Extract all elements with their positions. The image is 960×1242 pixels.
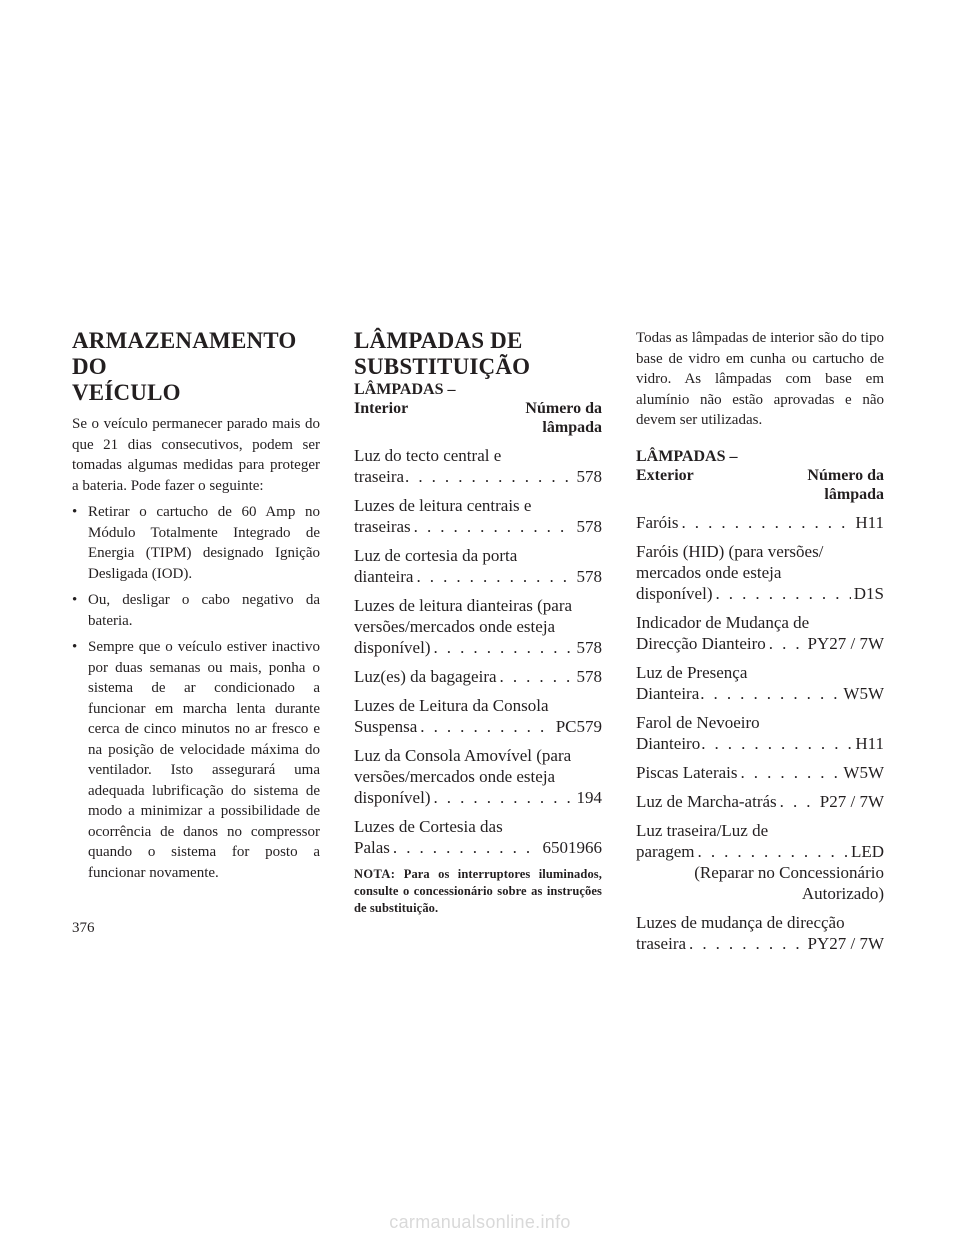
replacement-bulbs-section bbox=[354, 328, 602, 917]
table-row: Indicador de Mudança de Direcção Dianteiro . . . PY27 / 7W bbox=[636, 612, 884, 654]
dot-leader bbox=[414, 516, 574, 537]
dot-leader bbox=[716, 583, 851, 604]
dot-leader bbox=[500, 666, 574, 687]
table-row: Luzes de leitura dianteiras (para versões/mercados onde esteja disponível) . . . 578 bbox=[354, 595, 602, 658]
dot-leader bbox=[434, 637, 574, 658]
dot-leader bbox=[700, 683, 840, 704]
bullet-icon: • bbox=[72, 592, 78, 608]
table-row: Piscas Laterais . . . W5W bbox=[636, 762, 884, 783]
dot-leader bbox=[416, 566, 573, 587]
table-row: Farol de Nevoeiro Dianteiro . . . H11 bbox=[636, 712, 884, 754]
table-row: Luz de cortesia da porta dianteira . . . 578 bbox=[354, 545, 602, 587]
table-row: Luz de Marcha-atrás . . . P27 / 7W bbox=[636, 791, 884, 812]
storage-heading: ARMAZENAMENTO DO VEÍCULO bbox=[72, 328, 297, 405]
interior-subheading: LÂMPADAS – Interior Número da lâmpada bbox=[354, 381, 602, 436]
table-row: Luzes de Cortesia das Palas . . . 6501966 bbox=[354, 816, 602, 858]
table-row: Faróis . . . H11 bbox=[636, 512, 884, 533]
site-watermark: carmanualsonline.info bbox=[389, 1212, 571, 1232]
dot-leader bbox=[420, 716, 552, 737]
dot-leader bbox=[689, 933, 804, 954]
dot-leader bbox=[741, 762, 841, 783]
bulb-base-note: Todas as lâmpadas de interior são do tipo base de vidro em cunha ou cartucho de vidro. As lâmpadas com base em alumínio não estão aprovadas e não devem ser utilizadas. bbox=[636, 330, 884, 428]
storage-intro: Se o veículo permanecer parado mais do que 21 dias consecutivos, podem ser tomadas algumas medidas para proteger a bateria. Pode fazer o seguinte: bbox=[72, 416, 320, 494]
dot-leader bbox=[682, 512, 853, 533]
dot-leader bbox=[769, 633, 805, 654]
replacement-heading: LÂMPADAS DE SUBSTITUIÇÃO bbox=[354, 328, 531, 379]
vehicle-storage-section bbox=[72, 328, 320, 889]
dot-leader bbox=[698, 841, 848, 862]
dot-leader bbox=[780, 791, 817, 812]
table-row: Luz do tecto central e traseira . . . 578 bbox=[354, 445, 602, 487]
page-number: 376 bbox=[72, 920, 95, 936]
list-item: • Ou, desligar o cabo negativo da bateria. bbox=[72, 592, 320, 629]
bullet-icon: • bbox=[72, 639, 78, 655]
dot-leader bbox=[434, 787, 574, 808]
table-row: Luz da Consola Amovível (para versões/mercados onde esteja disponível) . . . 194 bbox=[354, 745, 602, 808]
exterior-bulbs-section bbox=[636, 328, 884, 962]
dot-leader bbox=[701, 733, 852, 754]
table-row: Faróis (HID) (para versões/ mercados onde esteja disponível) . . . D1S bbox=[636, 541, 884, 604]
table-row: Luzes de leitura centrais e traseiras . . . 578 bbox=[354, 495, 602, 537]
dot-leader bbox=[405, 466, 573, 487]
table-row: Luz de Presença Dianteira . . . W5W bbox=[636, 662, 884, 704]
interior-note: NOTA: Para os interruptores iluminados, consulte o concessionário sobre as instruções de substituição. bbox=[354, 867, 602, 915]
list-item: • Sempre que o veículo estiver inactivo por duas semanas ou mais, ponha o sistema de ar condicionado a funcionar em marcha lenta durante cerca de cinco minutos no ar fresco e na posição de velocidade máxima do ventilador. Isto assegurará uma adequada lubrificação do sistema de modo a minimizar a possibilidade de ocorrência de danos no compressor quando o sistema for posto a funcionar novamente. bbox=[72, 639, 320, 881]
exterior-subheading: LÂMPADAS – Exterior Número da lâmpada bbox=[636, 447, 884, 503]
dot-leader bbox=[393, 837, 540, 858]
table-row: Luzes de Leitura da Consola Suspensa . . . PC579 bbox=[354, 695, 602, 737]
list-item: • Retirar o cartucho de 60 Amp no Módulo Totalmente Integrado de Energia (TIPM) designado Ignição Desligada (IOD). bbox=[72, 504, 320, 582]
storage-bullet-list bbox=[72, 502, 320, 883]
bullet-icon: • bbox=[72, 504, 78, 520]
table-row: Luz traseira/Luz de paragem . . . LED (Reparar no Concessionário Autorizado) bbox=[636, 820, 884, 904]
table-row: Luz(es) da bagageira . . . 578 bbox=[354, 666, 602, 687]
table-row: Luzes de mudança de direcção traseira . . . PY27 / 7W bbox=[636, 912, 884, 954]
